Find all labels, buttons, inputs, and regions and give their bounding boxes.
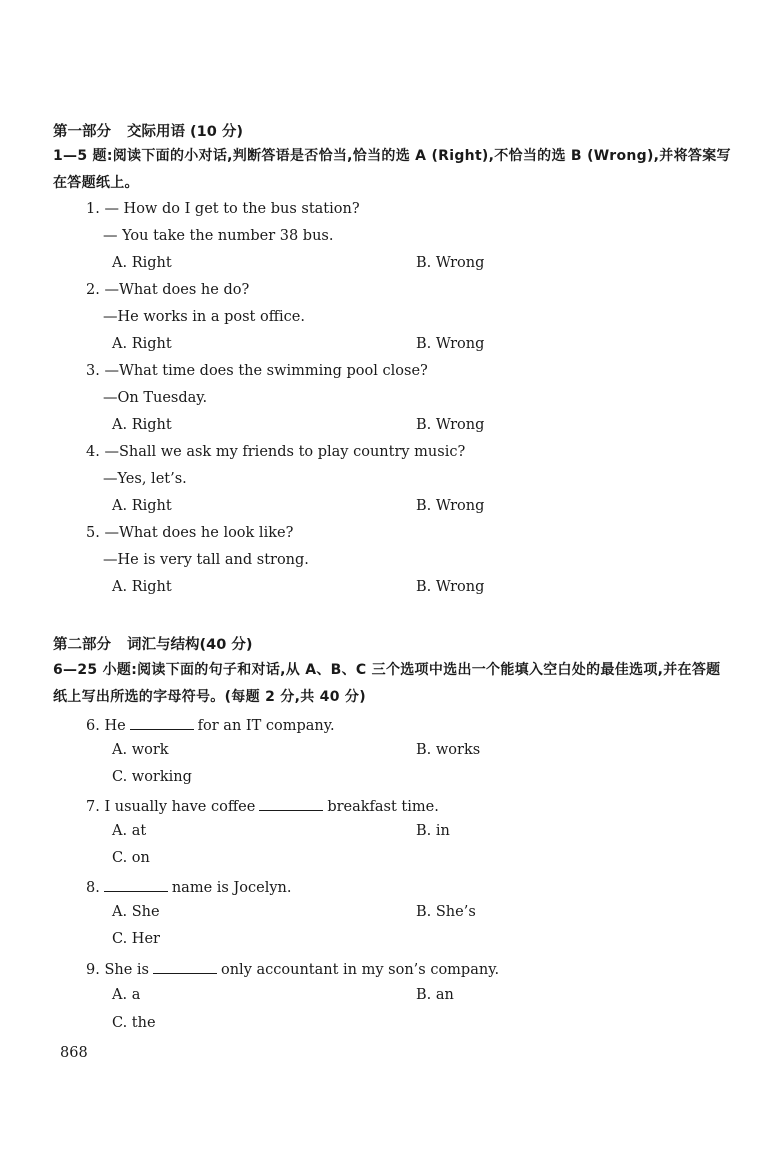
q1-option-a: A. Right [112,255,172,271]
q4-response: —Yes, let’s. [103,471,187,487]
part1-heading [53,120,243,141]
q9-sentence [86,959,499,978]
q1-prompt: 1. — How do I get to the bus station? [86,201,360,217]
q4-option-b: B. Wrong [416,498,485,514]
q6-option-c: C. working [112,769,192,785]
q6-blank [130,715,194,730]
q8-sentence [86,877,291,896]
q9-text-after: only accountant in my son’s company. [220,962,500,978]
q5-response: —He is very tall and strong. [103,552,309,568]
q3-option-a: A. Right [112,417,172,433]
q5-prompt: 5. —What does he look like? [86,525,294,541]
q7-text-before: 7. I usually have coffee [86,799,256,815]
part2-instruction: 6—25 小题:阅读下面的句子和对话,从 A、B、C 三个选项中选出一个能填入空白处的最佳选项,并在答题纸上写出所选的字母符号。(每题 2 分,共 40 分) [53,662,721,705]
q7-option-c: C. on [112,850,150,866]
q9-option-a: A. a [112,987,141,1003]
q9-blank [153,959,217,974]
q8-option-a: A. She [112,904,160,920]
q6-option-b: B. works [416,742,481,758]
q9-text-before: 9. She is [86,962,149,978]
q7-blank [259,796,323,811]
part1-instruction: 1—5 题:阅读下面的小对话,判断答语是否恰当,恰当的选 A (Right),不恰当的选 B (Wrong),并将答案写在答题纸上。 [53,148,731,191]
q7-option-a: A. at [112,823,147,839]
q8-option-c: C. Her [112,931,160,947]
q4-option-a: A. Right [112,498,172,514]
part1-subtitle: 交际用语 (10 分) [127,124,244,140]
q8-text-before: 8. [86,880,100,896]
part2-heading [53,633,252,654]
q1-response: — You take the number 38 bus. [103,228,334,244]
q9-option-c: C. the [112,1015,156,1031]
q7-option-b: B. in [416,823,450,839]
q3-prompt: 3. —What time does the swimming pool close? [86,363,428,379]
q3-option-b: B. Wrong [416,417,485,433]
page-number: 868 [60,1045,88,1061]
q7-sentence [86,796,439,815]
q9-option-b: B. an [416,987,454,1003]
q7-text-after: breakfast time. [327,799,439,815]
q8-text-after: name is Jocelyn. [171,880,292,896]
q6-option-a: A. work [112,742,169,758]
q4-prompt: 4. —Shall we ask my friends to play country music? [86,444,466,460]
part2-subtitle: 词汇与结构(40 分) [127,637,253,653]
q6-sentence [86,715,335,734]
q1-option-b: B. Wrong [416,255,485,271]
q2-response: —He works in a post office. [103,309,305,325]
part1-title: 第一部分 [53,124,111,140]
q6-text-before: 6. He [86,718,126,734]
q3-response: —On Tuesday. [103,390,208,406]
q8-blank [104,877,168,892]
q5-option-b: B. Wrong [416,579,485,595]
q2-option-a: A. Right [112,336,172,352]
q2-option-b: B. Wrong [416,336,485,352]
q5-option-a: A. Right [112,579,172,595]
q2-prompt: 2. —What does he do? [86,282,250,298]
q6-text-after: for an IT company. [197,718,335,734]
q8-option-b: B. She’s [416,904,476,920]
part2-title: 第二部分 [53,637,111,653]
